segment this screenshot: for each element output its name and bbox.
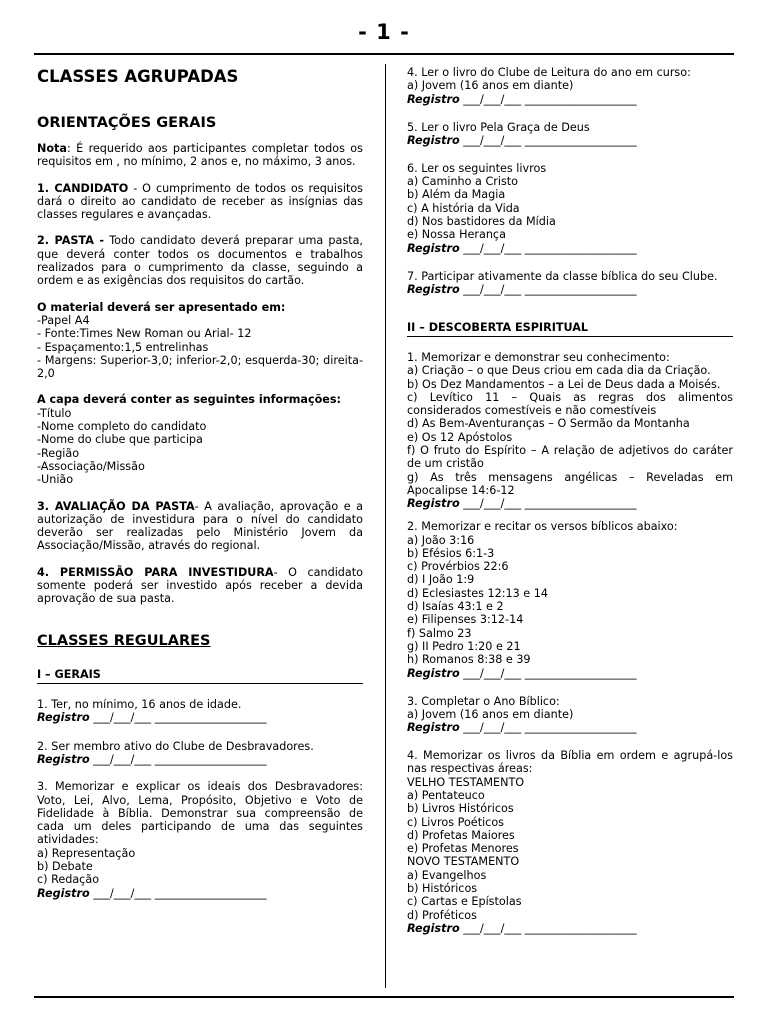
list-item: b) Os Dez Mandamentos – a Lei de Deus dada a Moisés.	[407, 377, 721, 391]
registro-line[interactable]	[37, 887, 363, 901]
registro-blank: ___/___/___ ____________________	[459, 921, 637, 935]
material-item: -Papel A4	[37, 313, 90, 327]
permissao-text: - O candidato somente poderá ser investido após receber a devida aprovação de sua pasta.	[37, 565, 363, 606]
registro-label: Registro	[407, 666, 460, 680]
section-head-gerais: I – GERAIS	[37, 668, 363, 684]
list-item: a) Pentateuco	[407, 788, 485, 802]
registro-label: Registro	[37, 710, 90, 724]
registro-label: Registro	[407, 133, 460, 147]
registro-line[interactable]	[407, 667, 733, 681]
registro-blank: ___/___/___ ____________________	[459, 92, 637, 106]
right-column	[407, 66, 733, 936]
list-heading: VELHO TESTAMENTO	[407, 775, 525, 789]
nota-label: Nota	[37, 142, 67, 155]
list-item: e) Profetas Menores	[407, 842, 519, 856]
list-item: c) Livros Poéticos	[407, 815, 505, 829]
requirement-e1: 1. Memorizar e demonstrar seu conhecimento:	[407, 350, 670, 364]
list-item: e) Nossa Herança	[407, 228, 506, 242]
section-title-orientacoes: ORIENTAÇÕES GERAIS	[37, 115, 217, 131]
capa-item: -Associação/Missão	[37, 459, 145, 473]
capa-block	[37, 393, 363, 486]
registro-line[interactable]	[407, 242, 733, 256]
pasta-paragraph	[37, 234, 363, 287]
avaliacao-label: 3. AVALIAÇÃO DA PASTA	[37, 499, 195, 513]
list-item: f) O fruto do Espírito – A relação de adjetivos do caráter de um cristão	[407, 444, 733, 471]
list-item: d) I João 1:9	[407, 573, 475, 587]
requirement-r5: 5. Ler o livro Pela Graça de Deus	[407, 120, 590, 134]
list-item: d) Eclesiastes 12:13 e 14	[407, 586, 548, 600]
capa-item: -Nome completo do candidato	[37, 420, 207, 434]
list-item: g) II Pedro 1:20 e 21	[407, 639, 521, 653]
registro-line[interactable]	[407, 922, 733, 936]
requirement-e2: 2. Memorizar e recitar os versos bíblicos abaixo:	[407, 520, 678, 534]
list-item: f) Salmo 23	[407, 626, 472, 640]
top-rule	[34, 53, 734, 55]
registro-label: Registro	[37, 753, 90, 767]
registro-label: Registro	[407, 497, 460, 511]
registro-line[interactable]	[407, 721, 733, 735]
list-item: e) Os 12 Apóstolos	[407, 430, 513, 444]
section-head-espiritual: II – DESCOBERTA ESPIRITUAL	[407, 321, 733, 337]
page-number: - 1 -	[358, 20, 410, 44]
permissao-label: 4. PERMISSÃO PARA INVESTIDURA	[37, 565, 274, 579]
pasta-text: Todo candidato deverá preparar uma pasta, que deverá conter todos os documentos e trabalhos realizados para o cumprimento da classe, seguindo a ordem e as exigências dos requisitos do cartão.	[37, 234, 363, 288]
registro-label: Registro	[407, 282, 460, 296]
registro-label: Registro	[407, 921, 460, 935]
list-item: c) Cartas e Epístolas	[407, 895, 522, 909]
candidato-text: - O cumprimento de todos os requisitos dará o direito ao candidato de receber as insígnias das classes regulares e avançadas.	[37, 181, 364, 222]
avaliacao-paragraph	[37, 500, 363, 553]
list-item: c) Redação	[37, 873, 100, 887]
registro-line[interactable]	[37, 711, 363, 725]
avaliacao-text: - A avaliação, aprovação e a autorização de investidura para o nível do candidato deverão ser realizadas pelo Ministério Jovem da Associação/Missão, através do regional.	[37, 499, 363, 553]
registro-label: Registro	[407, 92, 460, 106]
requirement-r4: 4. Ler o livro do Clube de Leitura do ano em curso:	[407, 66, 691, 79]
list-item: c) Provérbios 22:6	[407, 560, 509, 574]
registro-line[interactable]	[407, 93, 733, 107]
list-item: b) Além da Magia	[407, 188, 506, 202]
list-item: d) Proféticos	[407, 908, 477, 922]
list-item: a) Evangelhos	[407, 868, 487, 882]
material-item: - Espaçamento:1,5 entrelinhas	[37, 340, 209, 354]
requirement-e3: 3. Completar o Ano Bíblico:	[407, 694, 560, 708]
requirement-r6: 6. Ler os seguintes livros	[407, 161, 547, 175]
list-heading: NOVO TESTAMENTO	[407, 855, 520, 869]
requirement-e4: 4. Memorizar os livros da Bíblia em ordem e agrupá-los nas respectivas áreas:	[407, 749, 733, 776]
list-item: c) A história da Vida	[407, 201, 520, 215]
registro-label: Registro	[407, 721, 460, 735]
material-item: - Margens: Superior-3,0; inferior-2,0; esquerda-30; direita-2,0	[37, 353, 363, 381]
requirement-g1: 1. Ter, no mínimo, 16 anos de idade.	[37, 697, 242, 711]
list-item: g) As três mensagens angélicas – Reveladas em Apocalipse 14:6-12	[407, 470, 733, 497]
section-title-regulares: CLASSES REGULARES	[37, 632, 211, 649]
registro-label: Registro	[407, 241, 460, 255]
nota-text: : É requerido aos participantes completar todos os requisitos em , no mínimo, 2 anos e, no máximo, 3 anos.	[37, 142, 363, 169]
column-divider	[385, 64, 386, 988]
pasta-label: 2. PASTA -	[37, 234, 105, 248]
list-item: a) Jovem (16 anos em diante)	[407, 79, 574, 93]
list-item: b) Efésios 6:1-3	[407, 546, 495, 560]
registro-line[interactable]	[407, 497, 733, 511]
capa-item: -Região	[37, 446, 80, 460]
requirement-r7: 7. Participar ativamente da classe bíblica do seu Clube.	[407, 269, 718, 283]
list-item: a) João 3:16	[407, 533, 475, 547]
list-item: b) Históricos	[407, 882, 478, 896]
nota-paragraph	[37, 142, 363, 169]
registro-blank: ___/___/___ ____________________	[459, 133, 637, 147]
list-item: e) Filipenses 3:12-14	[407, 613, 524, 627]
registro-blank: ___/___/___ ____________________	[459, 721, 637, 735]
list-item: d) As Bem-Aventuranças – O Sermão da Montanha	[407, 417, 690, 431]
requirement-g2: 2. Ser membro ativo do Clube de Desbravadores.	[37, 739, 314, 753]
candidato-paragraph	[37, 182, 363, 222]
candidato-label: 1. CANDIDATO	[37, 181, 129, 195]
page-title: CLASSES AGRUPADAS	[37, 67, 239, 86]
list-item: d) Isaías 43:1 e 2	[407, 600, 504, 614]
list-item: a) Representação	[37, 846, 136, 860]
left-column	[37, 66, 363, 901]
registro-blank: ___/___/___ ____________________	[459, 497, 637, 511]
capa-heading: A capa deverá conter as seguintes informações:	[37, 393, 341, 407]
list-item: a) Criação – o que Deus criou em cada dia da Criação.	[407, 364, 711, 378]
list-item: c) Levítico 11 – Quais as regras dos alimentos considerados comestíveis e não comestíveis	[407, 390, 733, 418]
registro-line[interactable]	[37, 753, 363, 767]
material-block	[37, 301, 363, 381]
bottom-rule	[34, 996, 734, 998]
registro-blank: ___/___/___ ____________________	[459, 282, 637, 296]
registro-line[interactable]	[407, 283, 733, 297]
registro-blank: ___/___/___ ____________________	[459, 666, 637, 680]
list-item: d) Nos bastidores da Mídia	[407, 215, 556, 229]
registro-blank: ___/___/___ ____________________	[89, 710, 267, 724]
list-item: b) Livros Históricos	[407, 802, 514, 816]
capa-item: -Título	[37, 406, 72, 420]
registro-blank: ___/___/___ ____________________	[89, 886, 267, 900]
material-item: - Fonte:Times New Roman ou Arial- 12	[37, 327, 252, 341]
registro-label: Registro	[37, 886, 90, 900]
list-item: d) Profetas Maiores	[407, 828, 515, 842]
list-item: h) Romanos 8:38 e 39	[407, 653, 531, 667]
registro-line[interactable]	[407, 134, 733, 148]
material-heading: O material deverá ser apresentado em:	[37, 300, 286, 314]
permissao-paragraph	[37, 566, 363, 606]
requirement-g3: 3. Memorizar e explicar os ideais dos Desbravadores: Voto, Lei, Alvo, Lema, Propósito, Objetivo e Voto de Fidelidade à Bíblia. Demonstrar sua compreensão de cada um deles participando de uma das seguintes atividades:	[37, 780, 363, 847]
list-item: b) Debate	[37, 859, 93, 873]
capa-item: -União	[37, 473, 74, 487]
list-item: a) Jovem (16 anos em diante)	[407, 707, 574, 721]
capa-item: -Nome do clube que participa	[37, 433, 203, 447]
registro-blank: ___/___/___ ____________________	[459, 241, 637, 255]
list-item: a) Caminho a Cristo	[407, 175, 519, 189]
registro-blank: ___/___/___ ____________________	[89, 753, 267, 767]
